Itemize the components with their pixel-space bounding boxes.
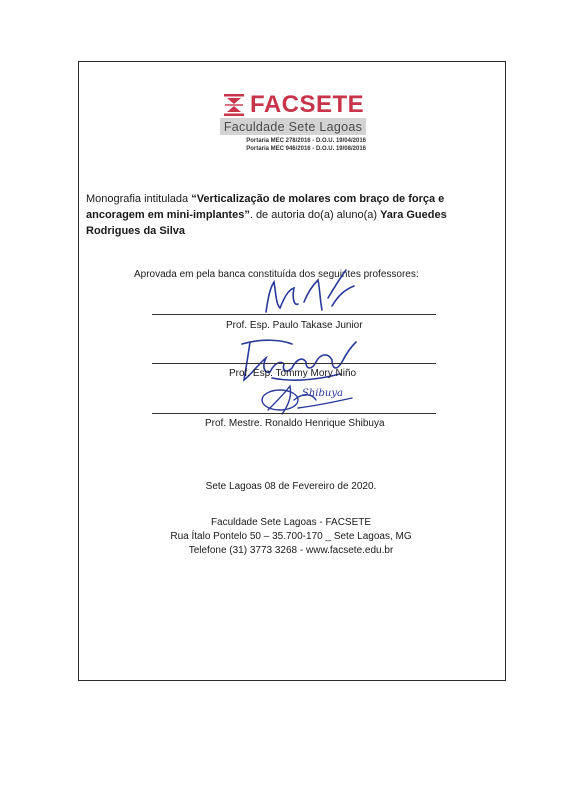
monografia-title: “Verticalização de molares com braço de força e ancoragem em mini-implantes” bbox=[86, 193, 445, 221]
signature-line-3 bbox=[152, 413, 436, 414]
signature-3-text: Shibuya bbox=[302, 388, 343, 399]
logo-subtitle: Faculdade Sete Lagoas bbox=[223, 120, 363, 134]
portaria-line-1: Portaria MEC 278/2016 - D.O.U. 19/04/2016 bbox=[246, 138, 366, 144]
examiner-name-2: Prof. Esp. Tommy Mory Niño bbox=[229, 368, 357, 379]
logo-wordmark: FACSETE bbox=[250, 91, 365, 118]
facsete-logo bbox=[220, 88, 366, 160]
portaria-line-2: Portaria MEC 946/2016 - D.O.U. 19/08/2016 bbox=[246, 146, 366, 152]
monografia-paragraph bbox=[86, 191, 486, 239]
examiner-name-3: Prof. Mestre. Ronaldo Henrique Shibuya bbox=[205, 418, 385, 429]
monografia-intro: Monografia intitulada bbox=[86, 193, 192, 205]
signature-line-1 bbox=[152, 314, 436, 315]
institution-name: Faculdade Sete Lagoas - FACSETE bbox=[210, 517, 372, 528]
institution-contact: Telefone (31) 3773 3268 - www.facsete.edu.br bbox=[188, 545, 394, 556]
signature-line-2 bbox=[152, 363, 436, 364]
facsete-emblem-icon bbox=[223, 93, 245, 117]
logo-subtitle-band bbox=[220, 118, 366, 135]
examiner-name-1: Prof. Esp. Paulo Takase Junior bbox=[226, 320, 363, 331]
city-date: Sete Lagoas 08 de Fevereiro de 2020. bbox=[205, 481, 377, 492]
institution-address: Rua Ítalo Pontelo 50 – 35.700-170 _ Sete Lagoas, MG bbox=[170, 531, 412, 542]
student-name: Yara Guedes Rodrigues da Silva bbox=[86, 209, 447, 237]
approval-statement: Aprovada em pela banca constituída dos seguintes professores: bbox=[134, 269, 419, 280]
monografia-author-prefix: . de autoria do(a) aluno(a) bbox=[249, 209, 381, 221]
